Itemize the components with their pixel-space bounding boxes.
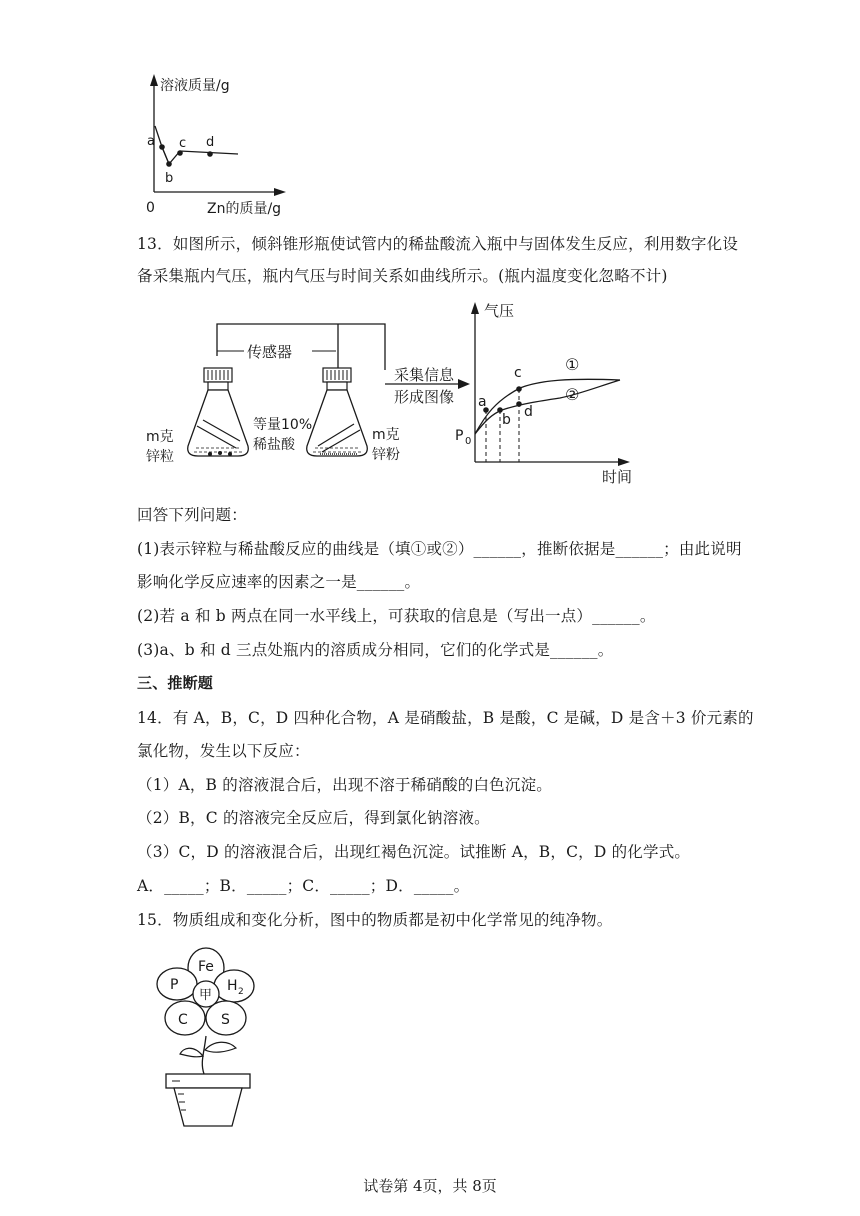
q13-stem-line1: 13．如图所示，倾斜锥形瓶使试管内的稀盐酸流入瓶中与固体发生反应，利用数字化设 — [137, 235, 739, 253]
label-a: a — [147, 134, 155, 149]
acid-label-1: 等量10% — [253, 417, 313, 433]
solution-mass-graph — [130, 60, 300, 220]
p0-subscript: 0 — [465, 436, 472, 447]
sensor-label: 传感器 — [247, 343, 293, 361]
q13-sub2: (2)若 a 和 b 两点在同一水平线上，可获取的信息是（写出一点）______。 — [137, 607, 656, 625]
point-b — [166, 161, 172, 167]
petal-bottom-left-label: C — [178, 1012, 188, 1028]
petal-bottom-right-label: S — [221, 1012, 230, 1028]
q15-stem: 15．物质组成和变化分析，图中的物质都是初中化学常见的纯净物。 — [137, 911, 613, 929]
label-c: c — [179, 136, 187, 151]
page-footer: 试卷第 4页，共 8页 — [363, 1177, 497, 1195]
mass-curve — [155, 126, 238, 164]
right-solid-label-1: m克 — [372, 427, 400, 443]
collect-label-1: 采集信息 — [394, 366, 455, 384]
leaf-right — [205, 1042, 236, 1052]
x-axis-label: Zn的质量/g — [207, 201, 282, 217]
q13-sub1-line2: 影响化学反应速率的因素之一是______。 — [137, 573, 421, 591]
q14-stem-line2: 氯化物，发生以下反应： — [137, 742, 310, 760]
time-axis-label: 时间 — [602, 468, 633, 486]
q13-stem-line2: 备采集瓶内气压，瓶内气压与时间关系如曲线所示。(瓶内温度变化忽略不计) — [137, 267, 668, 285]
p0-label: P — [455, 428, 464, 444]
curve-2-label: ② — [565, 385, 580, 404]
q13-apparatus-figure — [140, 296, 650, 492]
collect-label-2: 形成图像 — [394, 388, 455, 406]
petal-right-subscript: 2 — [238, 987, 244, 997]
petal-right-label: H — [227, 978, 238, 994]
leaf-left — [180, 1048, 203, 1057]
q14-reaction-2: （2）B，C 的溶液完全反应后，得到氯化钠溶液。 — [137, 809, 490, 827]
pressure-time-graph — [455, 302, 632, 486]
curve-2 — [475, 380, 620, 434]
left-flask — [188, 368, 249, 456]
right-solid-label-2: 锌粉 — [372, 447, 400, 463]
x-axis-arrow — [274, 188, 286, 196]
q14-reaction-1: （1）A，B 的溶液混合后，出现不溶于稀硝酸的白色沉淀。 — [137, 776, 552, 794]
label-c: c — [514, 365, 522, 381]
pressure-axis-label: 气压 — [484, 302, 515, 320]
q14-reaction-3: （3）C，D 的溶液混合后，出现红褐色沉淀。试推断 A，B，C，D 的化学式。 — [137, 843, 691, 861]
left-solid-label-2: 锌粒 — [146, 449, 174, 465]
point-a — [159, 144, 165, 150]
label-d: d — [524, 404, 533, 420]
left-solid-label-1: m克 — [146, 429, 174, 445]
flower-center-label: 甲 — [199, 988, 213, 1003]
q14-answer-line: A．_____；B．_____；C．_____；D．_____。 — [137, 877, 470, 895]
y-axis-label: 溶液质量/g — [160, 78, 230, 94]
point-d — [207, 151, 213, 157]
label-b: b — [502, 412, 511, 428]
acid-label-2: 稀盐酸 — [253, 437, 295, 453]
q13-sub1-line1: (1)表示锌粒与稀盐酸反应的曲线是（填①或②）______，推断依据是______；由此说明 — [137, 540, 742, 558]
origin-label: 0 — [146, 200, 155, 216]
point-c — [177, 150, 183, 156]
pot — [166, 1074, 250, 1126]
q13-sub3: (3)a、b 和 d 三点处瓶内的溶质成分相同，它们的化学式是______。 — [137, 641, 614, 659]
label-a: a — [478, 394, 487, 410]
q14-stem-line1: 14．有 A，B，C，D 四种化合物，A 是硝酸盐，B 是酸，C 是碱，D 是含＋3 价元素的 — [137, 709, 754, 727]
right-flask — [307, 368, 368, 456]
curve-1-label: ① — [565, 355, 580, 374]
y-axis-arrow — [150, 74, 158, 86]
petal-left-label: P — [170, 977, 179, 993]
label-d: d — [206, 135, 215, 150]
section-title: 三、推断题 — [137, 674, 214, 692]
label-b: b — [165, 171, 174, 186]
q13-prompt: 回答下列问题： — [137, 506, 247, 524]
flower-pot-figure — [148, 944, 268, 1130]
sensor-wire — [217, 324, 385, 370]
petal-top-label: Fe — [198, 959, 214, 975]
